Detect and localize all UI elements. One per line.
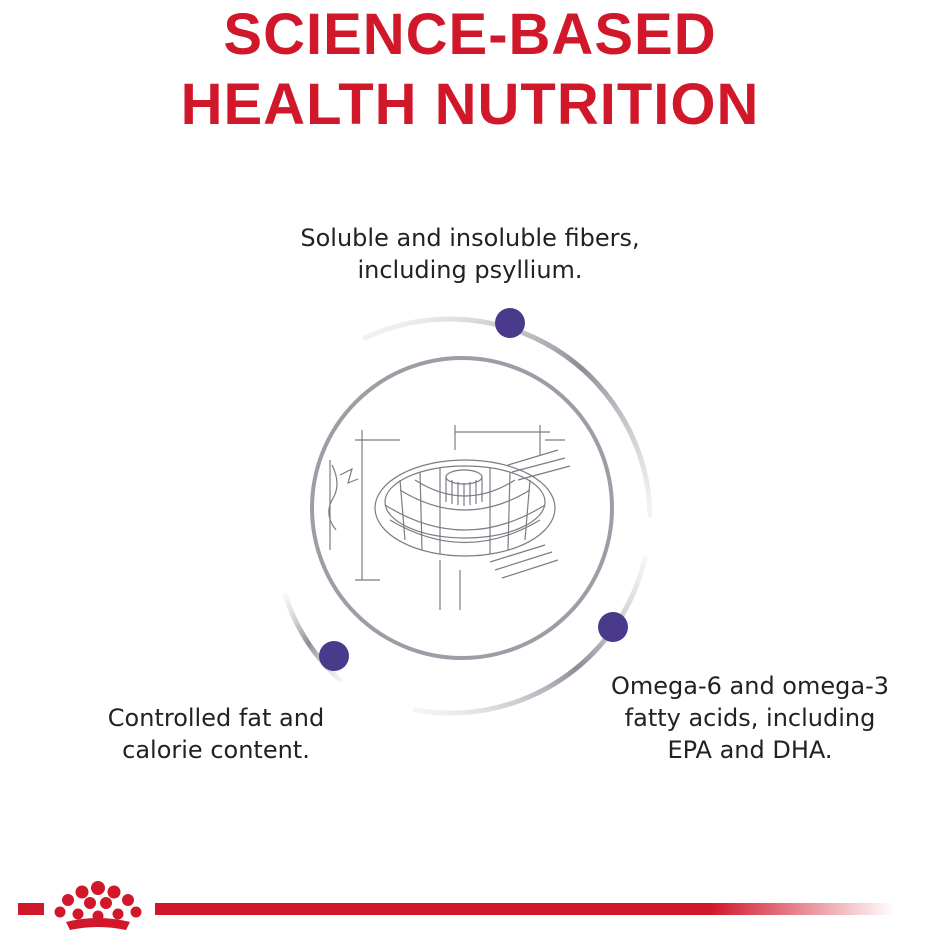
benefit-fat-line-2: calorie content. xyxy=(122,736,310,764)
outer-ring-arc-top xyxy=(365,319,650,515)
headline xyxy=(0,0,940,140)
benefit-fat xyxy=(56,702,376,766)
benefit-fat-line-1: Controlled fat and xyxy=(107,704,325,732)
dot-icon-top xyxy=(495,308,525,338)
dot-icon-right xyxy=(598,612,628,642)
benefit-omega-line-1: Omega-6 and omega-3 xyxy=(610,672,889,700)
headline-line-2: HEALTH NUTRITION xyxy=(180,72,760,137)
benefit-omega-line-3: EPA and DHA. xyxy=(667,736,833,764)
brand-footer xyxy=(0,870,940,940)
benefit-fibers-line-2: including psyllium. xyxy=(357,256,583,284)
benefit-omega xyxy=(580,670,920,766)
benefit-omega-line-2: fatty acids, including xyxy=(624,704,876,732)
headline-line-1: SCIENCE-BASED xyxy=(223,2,717,67)
benefit-fibers xyxy=(250,222,690,286)
dot-icon-left xyxy=(319,641,349,671)
crown-logo-icon xyxy=(55,881,142,930)
red-band-right xyxy=(155,903,895,915)
kibble-sketch-icon xyxy=(329,425,570,610)
benefit-fibers-line-1: Soluble and insoluble fibers, xyxy=(300,224,640,252)
red-band-left xyxy=(18,903,44,915)
nutrition-diagram xyxy=(240,290,680,730)
inner-ring xyxy=(312,358,612,658)
